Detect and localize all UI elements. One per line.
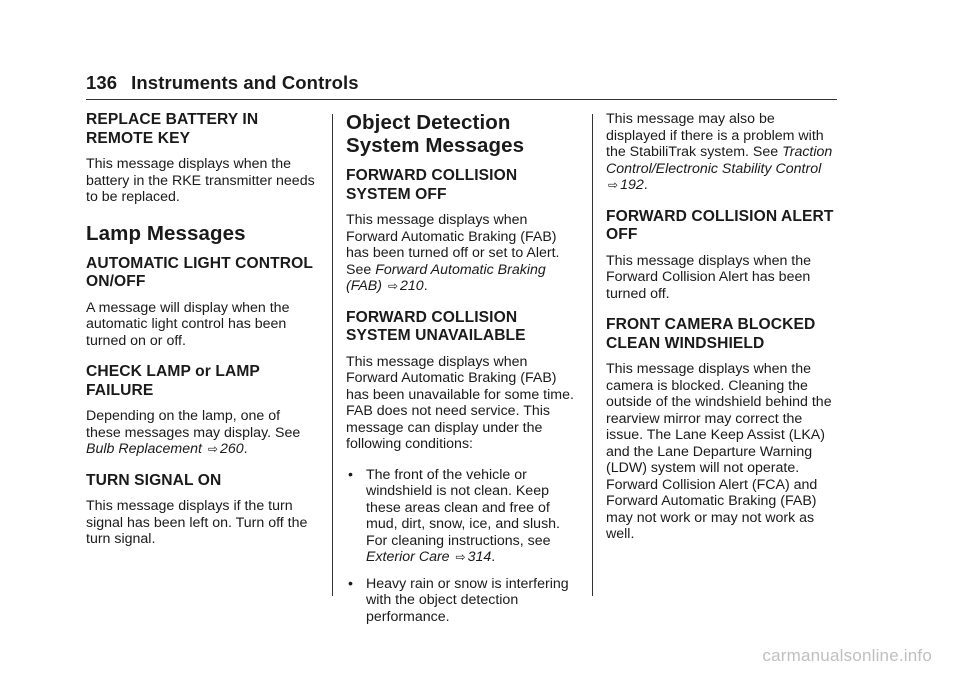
page-ref-traction-control[interactable]: 192 — [620, 177, 644, 193]
text-check-lamp: Depending on the lamp, one of these messages may display. See Bulb Replacement ⇨ 260. — [86, 408, 301, 457]
stabilitrak-text: This message may also be displayed if there is a problem with the StabiliTrak system. See — [606, 111, 824, 160]
section-title: Instruments and Controls — [131, 72, 359, 93]
heading-automatic-light-control: AUTOMATIC LIGHT CONTROL ON/OFF — [86, 254, 313, 290]
page-ref-fab[interactable]: 210 — [400, 278, 424, 294]
text-front-camera: This message displays when the camera is blocked. Cleaning the outside of the windshield behind the rearview mirror may correct the issue. The Lane Keep Assist (LKA) and the Lane Departure Warning (LDW) system will not operate. Forward Collision Alert (FCA) and Forward Automatic Braking (FAB) may not work or may not work as well. — [606, 361, 832, 542]
heading-fca-off: FORWARD COLLISION ALERT OFF — [606, 207, 834, 243]
text-fcs-off: This message displays when Forward Automatic Braking (FAB) has been turned off or set to Alert. See Forward Automatic Braking (FAB) ⇨ 210. — [346, 212, 560, 294]
text-turn-signal: This message displays if the turn signal has been left on. Turn off the turn signal. — [86, 498, 308, 547]
link-bulb-replacement[interactable]: Bulb Replacement — [86, 441, 202, 457]
column-divider-2 — [592, 114, 593, 596]
bullet-2-text: Heavy rain or snow is interfering with the object detection performance. — [366, 575, 569, 625]
heading-replace-battery: REPLACE BATTERY IN REMOTE KEY — [86, 111, 259, 147]
text-stabilitrak: This message may also be displayed if there is a problem with the StabiliTrak system. See Traction Control/Electronic Stability Control ⇨ 192. — [606, 111, 833, 193]
column-2 — [346, 111, 578, 635]
text-fcs-unavailable: This message displays when Forward Automatic Braking (FAB) has been unavailable for some time. FAB does not need service. This message can display under the following conditions: — [346, 353, 574, 452]
column-1 — [86, 111, 318, 562]
page-header — [86, 72, 359, 94]
list-item — [346, 576, 578, 626]
conditions-list — [346, 467, 578, 626]
heading-check-lamp: CHECK LAMP or LAMP FAILURE — [86, 363, 260, 399]
fcs-off-text: This message displays when Forward Automatic Braking (FAB) has been turned off or set to Alert. See — [346, 212, 560, 278]
page-number: 136 — [86, 72, 118, 93]
heading-fcs-off: FORWARD COLLISION SYSTEM OFF — [346, 167, 518, 203]
link-traction-control[interactable]: Traction Control/Electronic Stability Control — [606, 144, 833, 177]
heading-lamp-messages: Lamp Messages — [86, 221, 246, 245]
bullet-icon: • — [348, 575, 353, 592]
text-automatic-light-control: A message will display when the automatic light control has been turned on or off. — [86, 299, 290, 349]
column-divider-1 — [332, 114, 333, 596]
heading-fcs-unavailable: FORWARD COLLISION SYSTEM UNAVAILABLE — [346, 308, 526, 344]
page-ref-arrow-icon: ⇨ — [455, 550, 466, 564]
text-replace-battery: This message displays when the battery in the RKE transmitter needs to be replaced. — [86, 156, 315, 205]
bullet-icon: • — [348, 466, 353, 483]
page-ref-arrow-icon: ⇨ — [207, 442, 218, 456]
page-ref-bulb-replacement[interactable]: 260 — [219, 441, 244, 457]
list-item: • The front of the vehicle or windshield is not clean. Keep these areas clean and free of mud, dirt, snow, ice, and slush. For cleaning instructions, see Exterior Care ⇨ 314. — [348, 466, 560, 565]
text-fca-off: This message displays when the Forward Collision Alert has been turned off. — [606, 252, 812, 302]
page-ref-exterior-care[interactable]: 314 — [467, 549, 492, 565]
page-ref-arrow-icon: ⇨ — [387, 279, 399, 293]
check-lamp-text: Depending on the lamp, one of these messages may display. See — [86, 408, 301, 441]
link-exterior-care[interactable]: Exterior Care — [366, 549, 450, 565]
bullet-1-text: The front of the vehicle or windshield is not clean. Keep these areas clean and free of mud, dirt, snow, ice, and slush. For cleaning instructions, see — [366, 466, 560, 549]
heading-object-detection: Object Detection System Messages — [346, 111, 525, 157]
column-3 — [606, 111, 838, 557]
heading-front-camera: FRONT CAMERA BLOCKED CLEAN WINDSHIELD — [606, 316, 816, 352]
watermark: carmanualsonline.info — [762, 646, 932, 665]
page-ref-arrow-icon: ⇨ — [608, 178, 619, 192]
header-rule — [86, 99, 837, 100]
link-forward-automatic-braking[interactable]: Forward Automatic Braking (FAB) — [346, 261, 546, 294]
heading-turn-signal: TURN SIGNAL ON — [86, 471, 222, 489]
